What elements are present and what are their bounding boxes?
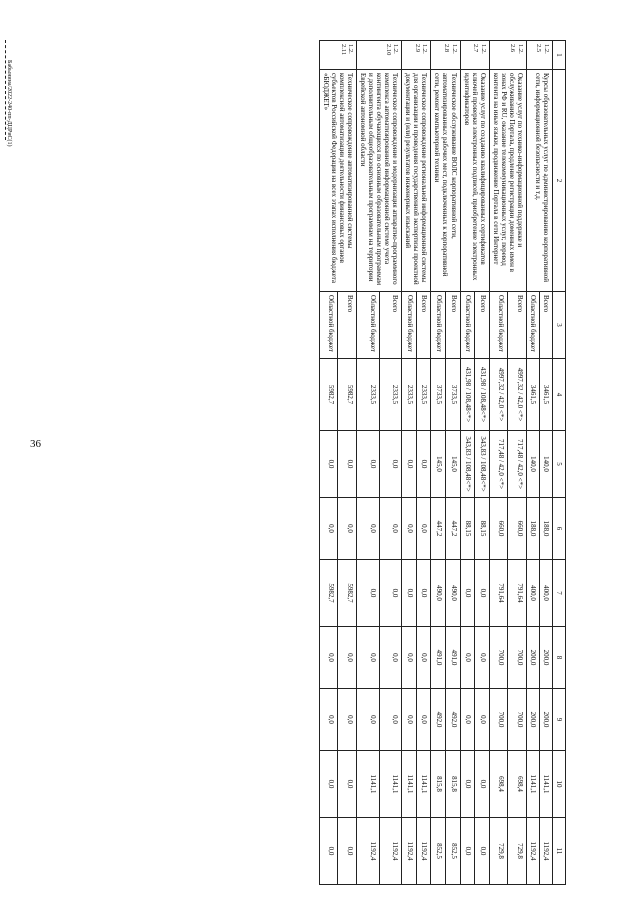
value-cell: 5982,7	[319, 560, 338, 627]
value-cell: 145,0	[445, 431, 460, 498]
value-cell: 0,0	[460, 818, 475, 885]
value-cell: 791,64	[508, 560, 527, 627]
budget-table	[319, 40, 566, 885]
value-cell: 1141,1	[402, 751, 417, 818]
funding-source: Областной бюджет	[319, 292, 338, 359]
value-cell: 0,0	[475, 560, 490, 627]
value-cell: 492,0	[431, 689, 446, 751]
row-id: 1.2. 2.8	[431, 41, 460, 70]
col-8: 8	[552, 627, 565, 689]
value-cell: 729,8	[489, 818, 508, 885]
value-cell: 0,0	[379, 498, 402, 560]
value-cell: 0,0	[338, 627, 357, 689]
value-cell: 852,5	[445, 818, 460, 885]
value-cell: 1141,1	[379, 751, 402, 818]
value-cell: 200,0	[526, 627, 539, 689]
value-cell: 5982,7	[319, 359, 338, 431]
value-cell: 1192,4	[539, 818, 552, 885]
value-cell: 815,8	[431, 751, 446, 818]
col-4: 4	[552, 359, 565, 431]
col-9: 9	[552, 689, 565, 751]
table-row	[379, 41, 402, 885]
value-cell: 1141,1	[416, 751, 431, 818]
value-cell: 1192,4	[357, 818, 380, 885]
value-cell: 188,0	[526, 498, 539, 560]
value-cell: 1141,1	[357, 751, 380, 818]
value-cell: 0,0	[357, 627, 380, 689]
value-cell: 700,0	[489, 627, 508, 689]
value-cell: 700,0	[508, 689, 527, 751]
value-cell: 88,15	[475, 498, 490, 560]
col-5: 5	[552, 431, 565, 498]
value-cell: 698,4	[489, 751, 508, 818]
value-cell: 5982,7	[338, 359, 357, 431]
table-row	[338, 41, 357, 885]
col-10: 10	[552, 751, 565, 818]
value-cell: 2333,5	[416, 359, 431, 431]
value-cell: 1192,4	[526, 818, 539, 885]
value-cell: 791,64	[489, 560, 508, 627]
value-cell: 1141,1	[526, 751, 539, 818]
value-cell: 0,0	[475, 689, 490, 751]
funding-source: Областной бюджет	[460, 292, 475, 359]
value-cell: 0,0	[338, 818, 357, 885]
value-cell: 852,5	[431, 818, 446, 885]
value-cell: 717,48 / 42,0 <*>	[489, 431, 508, 498]
value-cell: 188,0	[539, 498, 552, 560]
value-cell: 492,0	[445, 689, 460, 751]
value-cell: 815,8	[445, 751, 460, 818]
row-name: Техническое обслуживание ВОЛС корпоративной сети, автоматизированных рабочих мест, подключенных к корпоративной сети, ремонт компьютерной техники	[431, 70, 460, 292]
value-cell: 0,0	[379, 431, 402, 498]
value-cell: 0,0	[319, 498, 338, 560]
value-cell: 1141,1	[539, 751, 552, 818]
funding-source: Всего	[539, 292, 552, 359]
value-cell: 491,0	[431, 627, 446, 689]
table-row	[416, 41, 431, 885]
value-cell: 698,4	[508, 751, 527, 818]
value-cell: 343,83 / 108,48<*>	[475, 431, 490, 498]
value-cell: 0,0	[416, 431, 431, 498]
funding-source: Областной бюджет	[489, 292, 508, 359]
value-cell: 2333,5	[379, 359, 402, 431]
row-name: Техническое сопровождение региональной информационной системы для организации и проведения государственной экспертизы проектной документации и (или) результатов инженерных изысканий	[402, 70, 431, 292]
col-6: 6	[552, 498, 565, 560]
row-name: Оказание услуг по технико-информационной поддержке и обслуживанию Портала, продление регистрации доменных имен в зонах РФ и RU, оказание телекоммуникационных услуг, перевод контента на иные языки, продвижение Портала в сети Интернет	[489, 70, 526, 292]
value-cell: 0,0	[475, 751, 490, 818]
value-cell: 0,0	[379, 689, 402, 751]
value-cell: 447,2	[431, 498, 446, 560]
table-row	[475, 41, 490, 885]
value-cell: 0,0	[338, 498, 357, 560]
value-cell: 1192,4	[379, 818, 402, 885]
value-cell: 200,0	[526, 689, 539, 751]
row-id: 1.2. 2.10	[357, 41, 402, 70]
value-cell: 3461,5	[526, 359, 539, 431]
value-cell: 0,0	[460, 751, 475, 818]
value-cell: 0,0	[460, 689, 475, 751]
funding-source: Областной бюджет	[357, 292, 380, 359]
col-1: 1	[552, 41, 565, 70]
value-cell: 0,0	[338, 431, 357, 498]
value-cell: 0,0	[319, 627, 338, 689]
value-cell: 3733,5	[445, 359, 460, 431]
value-cell: 3733,5	[431, 359, 446, 431]
header-row	[552, 41, 565, 885]
value-cell: 0,0	[319, 689, 338, 751]
table-row	[445, 41, 460, 885]
page-number: 36	[30, 438, 41, 450]
funding-source: Областной бюджет	[431, 292, 446, 359]
value-cell: 0,0	[475, 818, 490, 885]
col-3: 3	[552, 292, 565, 359]
row-name: Техническое сопровождение и модернизация аппаратно-программного комплекса автоматизированной информационной системе учета контингента обучающихся по основным образовательным программам и дополнительным общеобразовательным программам на территории Еврейской автономной области	[357, 70, 402, 292]
value-cell: 0,0	[338, 689, 357, 751]
value-cell: 660,0	[508, 498, 527, 560]
funding-source: Областной бюджет	[402, 292, 417, 359]
value-cell: 0,0	[402, 431, 417, 498]
value-cell: 2333,5	[357, 359, 380, 431]
value-cell: 700,0	[508, 627, 527, 689]
row-name: Курсы образовательных услуг по администрированию корпоративной сети, информационной безопасности и т.д.	[526, 70, 552, 292]
col-11: 11	[552, 818, 565, 885]
value-cell: 0,0	[379, 560, 402, 627]
value-cell: 0,0	[319, 818, 338, 885]
value-cell: 4997,32 / 42,0 <*>	[508, 359, 527, 431]
row-id: 1.2. 2.11	[319, 41, 356, 70]
value-cell: 0,0	[357, 431, 380, 498]
funding-source: Всего	[379, 292, 402, 359]
row-name: Техническое сопровождение автоматизированной системы комплексной автоматизации деятельности финансовых органов субъектов Российской Федерации на всех этапах исполнения бюджета «БЮДЖЕТ»	[319, 70, 356, 292]
value-cell: 140,0	[526, 431, 539, 498]
value-cell: 343,83 / 108,48<*>	[460, 431, 475, 498]
funding-source: Всего	[338, 292, 357, 359]
value-cell: 0,0	[460, 627, 475, 689]
value-cell: 0,0	[402, 627, 417, 689]
row-id: 1.2. 2.7	[460, 41, 489, 70]
value-cell: 0,0	[357, 498, 380, 560]
value-cell: 0,0	[379, 627, 402, 689]
value-cell: 660,0	[489, 498, 508, 560]
value-cell: 490,0	[445, 560, 460, 627]
value-cell: 0,0	[416, 560, 431, 627]
value-cell: 431,98 / 108,48<*>	[460, 359, 475, 431]
table-row	[539, 41, 552, 885]
value-cell: 0,0	[357, 689, 380, 751]
value-cell: 0,0	[338, 751, 357, 818]
value-cell: 490,0	[431, 560, 446, 627]
value-cell: 0,0	[402, 498, 417, 560]
value-cell: 88,15	[460, 498, 475, 560]
value-cell: 3461,5	[539, 359, 552, 431]
value-cell: 1192,4	[416, 818, 431, 885]
row-name: Оказание услуг по созданию квалифицированных сертификатов ключей проверки электронных подписей, приобретение электронных идентификаторов	[460, 70, 489, 292]
row-id: 1.2. 2.9	[402, 41, 431, 70]
row-id: 1.2. 2.6	[489, 41, 526, 70]
value-cell: 729,8	[508, 818, 527, 885]
value-cell: 447,2	[445, 498, 460, 560]
funding-source: Всего	[508, 292, 527, 359]
table-row	[508, 41, 527, 885]
funding-source: Всего	[475, 292, 490, 359]
document-code: Бабынина/2022-240-пп-ДЦРиС(1)	[6, 60, 12, 147]
col-7: 7	[552, 560, 565, 627]
value-cell: 0,0	[475, 627, 490, 689]
value-cell: 0,0	[416, 627, 431, 689]
value-cell: 491,0	[445, 627, 460, 689]
value-cell: 5982,7	[338, 560, 357, 627]
value-cell: 431,98 / 108,48<*>	[475, 359, 490, 431]
rotated-sheet	[46, 40, 566, 885]
value-cell: 700,0	[489, 689, 508, 751]
value-cell: 1192,4	[402, 818, 417, 885]
value-cell: 717,48 / 42,0 <*>	[508, 431, 527, 498]
value-cell: 0,0	[402, 560, 417, 627]
value-cell: 200,0	[539, 689, 552, 751]
value-cell: 0,0	[416, 498, 431, 560]
value-cell: 0,0	[357, 560, 380, 627]
row-id: 1.2. 2.5	[526, 41, 552, 70]
value-cell: 0,0	[319, 431, 338, 498]
value-cell: 2333,5	[402, 359, 417, 431]
value-cell: 140,0	[539, 431, 552, 498]
funding-source: Всего	[445, 292, 460, 359]
value-cell: 145,0	[431, 431, 446, 498]
value-cell: 400,0	[526, 560, 539, 627]
value-cell: 400,0	[539, 560, 552, 627]
value-cell: 0,0	[402, 689, 417, 751]
value-cell: 0,0	[460, 560, 475, 627]
value-cell: 200,0	[539, 627, 552, 689]
value-cell: 0,0	[416, 689, 431, 751]
funding-source: Областной бюджет	[526, 292, 539, 359]
value-cell: 0,0	[319, 751, 338, 818]
value-cell: 4997,32 / 42,0 <*>	[489, 359, 508, 431]
funding-source: Всего	[416, 292, 431, 359]
col-2: 2	[552, 70, 565, 292]
